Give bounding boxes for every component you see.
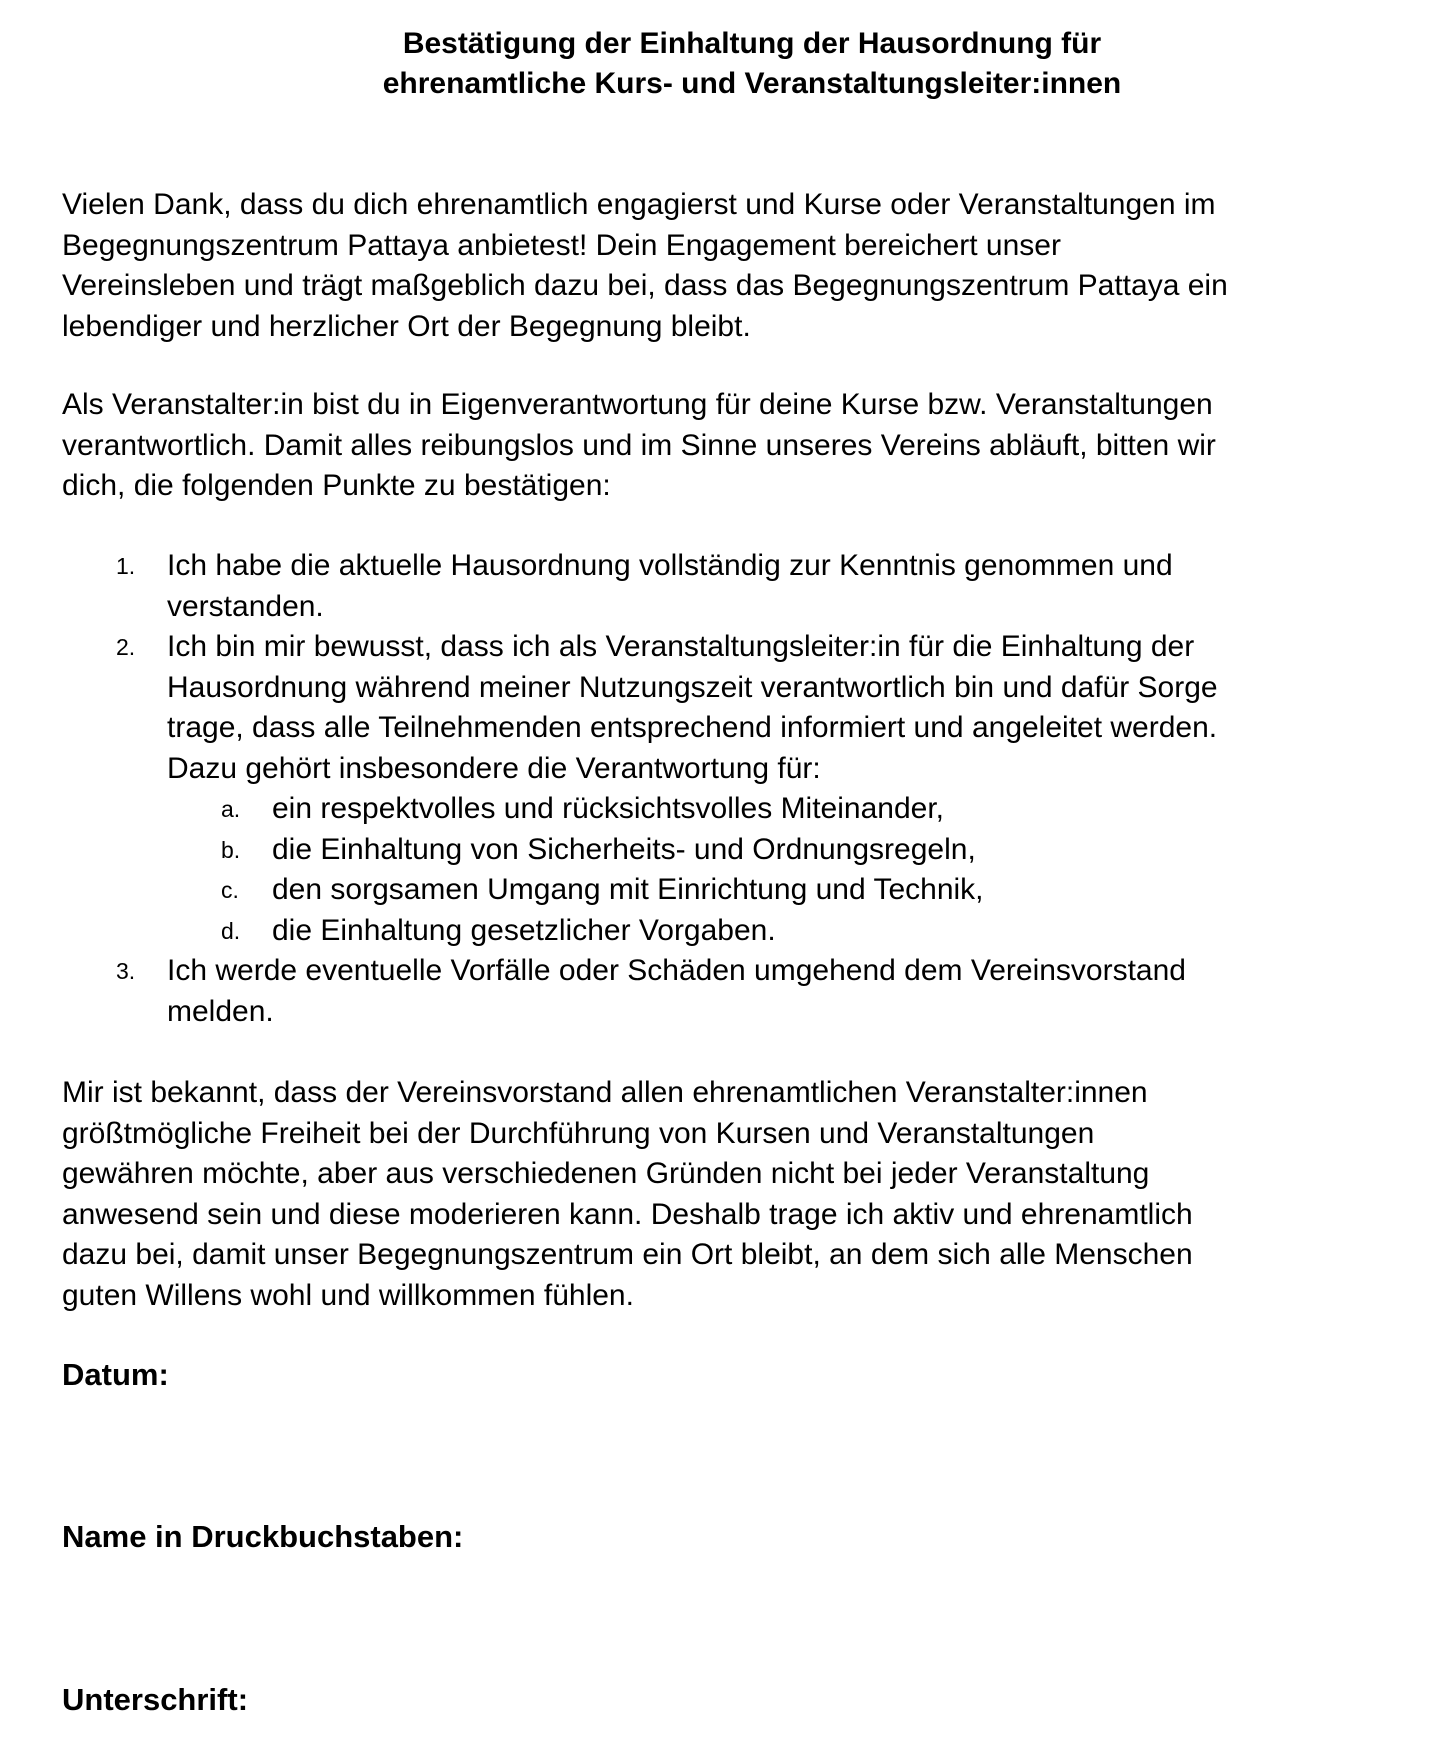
subpoint-letter: b. bbox=[221, 836, 241, 863]
point-number: 2. bbox=[116, 634, 136, 660]
subpoint-text: die Einhaltung gesetzlicher Vorgaben. bbox=[272, 913, 776, 947]
point-line: Ich werde eventuelle Vorfälle oder Schäden umgehend dem Vereinsvorstand bbox=[167, 954, 1186, 987]
confirmation-point-2 bbox=[62, 627, 1442, 951]
name-label: Name in Druckbuchstaben: bbox=[62, 1519, 464, 1554]
subpoint-text: die Einhaltung von Sicherheits- und Ordnungsregeln, bbox=[272, 832, 976, 866]
date-label: Datum: bbox=[62, 1357, 169, 1392]
confirmation-point-3 bbox=[62, 951, 1442, 1032]
responsibility-line: verantwortlich. Damit alles reibungslos und im Sinne unseres Vereins abläuft, bitten wir bbox=[62, 428, 1216, 462]
title-line-2: ehrenamtliche Kurs- und Veranstaltungsleiter:innen bbox=[382, 67, 1122, 100]
point-number: 3. bbox=[116, 958, 136, 984]
point-number: 1. bbox=[116, 553, 136, 579]
subpoint-a bbox=[62, 789, 1442, 830]
closing-line: Mir ist bekannt, dass der Vereinsvorstand allen ehrenamtlichen Veranstalter:innen bbox=[62, 1076, 1148, 1109]
closing-line: guten Willens wohl und willkommen fühlen. bbox=[62, 1278, 634, 1312]
point-line: Hausordnung während meiner Nutzungszeit verantwortlich bin und dafür Sorge bbox=[167, 670, 1218, 704]
point-line: Dazu gehört insbesondere die Verantwortung für: bbox=[167, 751, 821, 785]
subpoint-text: ein respektvolles und rücksichtsvolles Miteinander, bbox=[272, 792, 944, 825]
signature-label: Unterschrift: bbox=[62, 1682, 249, 1717]
subpoint-b bbox=[62, 830, 1442, 871]
intro-line: Begegnungszentrum Pattaya anbietest! Dein Engagement bereichert unser bbox=[62, 228, 1061, 262]
responsibility-line: Als Veranstalter:in bist du in Eigenverantwortung für deine Kurse bzw. Veranstaltungen bbox=[62, 388, 1213, 421]
closing-line: dazu bei, damit unser Begegnungszentrum ein Ort bleibt, an dem sich alle Menschen bbox=[62, 1238, 1193, 1271]
intro-paragraph bbox=[62, 185, 1442, 347]
point-line: Ich bin mir bewusst, dass ich als Veranstaltungsleiter:in für die Einhaltung der bbox=[167, 630, 1195, 663]
responsibility-paragraph bbox=[62, 385, 1442, 507]
point-line: melden. bbox=[167, 994, 274, 1028]
subpoint-c bbox=[62, 870, 1442, 911]
closing-paragraph bbox=[62, 1073, 1442, 1316]
intro-line: lebendiger und herzlicher Ort der Begegnung bleibt. bbox=[62, 309, 751, 343]
responsibility-line: dich, die folgenden Punkte zu bestätigen: bbox=[62, 469, 611, 502]
title-line-1: Bestätigung der Einhaltung der Hausordnung für bbox=[402, 27, 1102, 60]
subpoint-letter: d. bbox=[221, 917, 241, 944]
intro-line: Vielen Dank, dass du dich ehrenamtlich engagierst und Kurse oder Veranstaltungen im bbox=[62, 188, 1216, 221]
subpoint-letter: a. bbox=[221, 796, 241, 822]
subpoint-text: den sorgsamen Umgang mit Einrichtung und Technik, bbox=[272, 873, 984, 906]
point-line: verstanden. bbox=[167, 589, 324, 623]
document-title bbox=[62, 24, 1442, 104]
subpoint-d bbox=[62, 911, 1442, 952]
confirmation-point-1 bbox=[62, 546, 1442, 627]
closing-line: anwesend sein und diese moderieren kann. Deshalb trage ich aktiv und ehrenamtlich bbox=[62, 1197, 1193, 1231]
point-line: Ich habe die aktuelle Hausordnung vollständig zur Kenntnis genommen und bbox=[167, 549, 1173, 582]
intro-line: Vereinsleben und trägt maßgeblich dazu bei, dass das Begegnungszentrum Pattaya ein bbox=[62, 269, 1228, 302]
closing-line: gewähren möchte, aber aus verschiedenen Gründen nicht bei jeder Veranstaltung bbox=[62, 1157, 1150, 1190]
confirmation-points-list bbox=[62, 546, 1442, 1032]
subpoint-letter: c. bbox=[221, 877, 239, 903]
point-line: trage, dass alle Teilnehmenden entsprechend informiert und angeleitet werden. bbox=[167, 711, 1218, 744]
closing-line: größtmögliche Freiheit bei der Durchführung von Kursen und Veranstaltungen bbox=[62, 1116, 1095, 1150]
